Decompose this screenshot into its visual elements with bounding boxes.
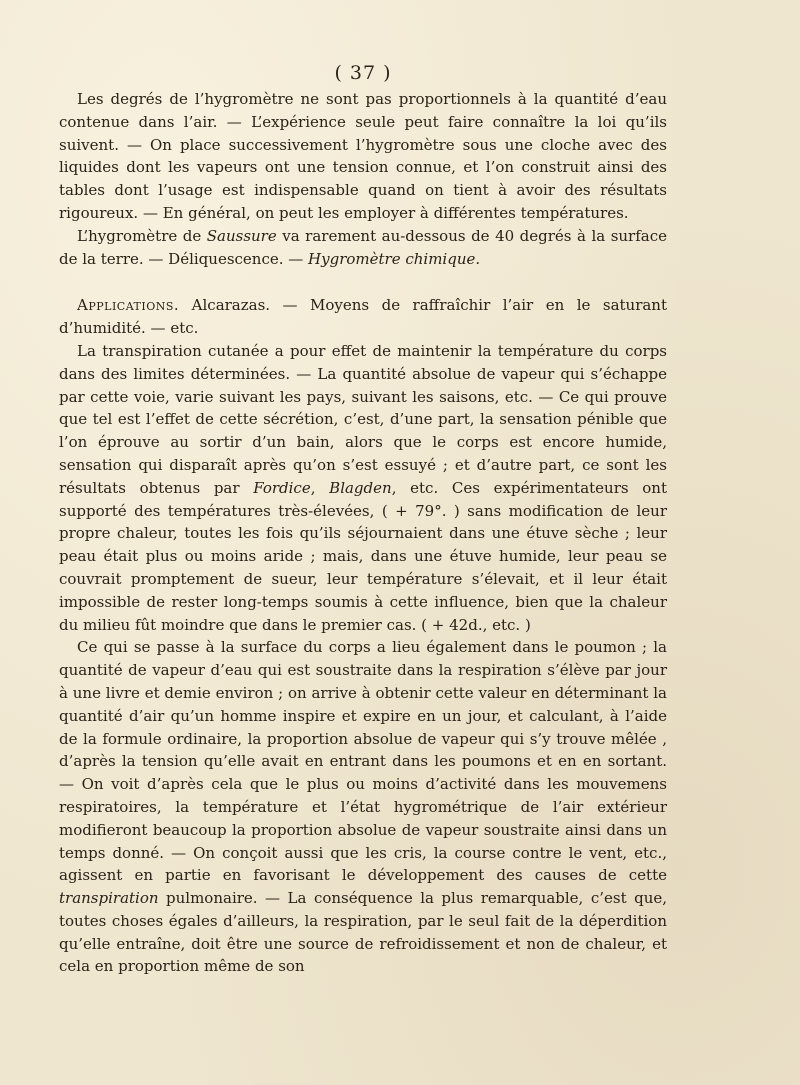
book-page — [59, 58, 667, 978]
text-run: La transpiration cutanée a pour effet de maintenir la température du corps dans des limites déterminées. — La quantité absolue de vapeur qui s’échappe par cette voie, varie suivant les pays, suivant les saisons, etc. — Ce qui prouve que tel est l’effet de cette sécrétion, c’est, d’une part, la sensation pénible que l’on éprouve au sortir d’un bain, alors que le corps est encore humide, sensation qui disparaît après qu’on s’est essuyé ; et d’autre part, ce sont les résultats obtenus par — [59, 341, 667, 497]
text-run: pulmonaire. — La conséquence la plus remarquable, c’est que, toutes choses égales d’ailleurs, la respiration, par le seul fait de la déperdition qu’elle entraîne, doit être une source de refroidissement et non de chaleur, et cela en proportion même de son — [59, 889, 667, 976]
italic-text-run: Blagden — [329, 478, 392, 497]
italic-text-run: Hygromètre chimique. — [308, 249, 481, 268]
small-caps-text-run: Applications. — [77, 296, 180, 315]
page-number: ( 37 ) — [334, 62, 392, 84]
text-run: Ce qui se passe à la surface du corps a lieu également dans le poumon ; la quantité de vapeur d’eau qui est soustraite dans la respiration s’élève par jour à une livre et demie environ ; on arrive à obtenir cette valeur en déterminant la quantité d’air qu’un homme inspire et expire en un jour, et calculant, à l’aide de la formule ordinaire, la proportion absolue de vapeur qui s’y trouve mêlée , d’après la tension qu’elle avait en entrant dans les poumons et en en sortant. — On voit d’après cela que le plus ou moins d’activité dans les mouvemens respiratoires, la température et l’état hygrométrique de l’air extérieur modifieront beaucoup la proportion absolue de vapeur soustraite ainsi dans un temps donné. — On conçoit aussi que les cris, la course contre le vent, etc., agissent en partie en favorisant le développement des causes de cette — [59, 638, 667, 885]
text-run: Alcarazas. — Moyens de raffraîchir l’air en le saturant d’humidité. — etc. — [59, 296, 667, 338]
italic-text-run: transpiration — [59, 889, 159, 908]
text-run: , — [310, 478, 330, 497]
italic-text-run: Fordice — [253, 478, 311, 497]
paragraph-applications — [59, 294, 667, 340]
paragraph-saussure-hygrometer — [59, 225, 667, 271]
paragraph-hygrometer-degrees — [59, 88, 667, 225]
text-run: Les degrés de l’hygromètre ne sont pas proportionnels à la quantité d’eau contenue dans l’air. — L’expérience seule peut faire connaître la loi qu’ils suivent. — On place successivement l’hygromètre sous une cloche avec des liquides dont les vapeurs ont une tension connue, et l’on construit ainsi des tables dont l’usage est indispensable quand on tient à avoir des résultats rigoureux. — En général, on peut les employer à différentes températures. — [59, 90, 667, 222]
paragraph-cutaneous-transpiration — [59, 340, 667, 636]
paragraph-pulmonary-transpiration — [59, 636, 667, 978]
section-gap — [59, 270, 667, 294]
text-run: L’hygromètre de — [77, 226, 207, 245]
text-run: , etc. Ces expérimentateurs ont supporté des températures très-élevées, ( + 79°. ) sans modification de leur propre chaleur, toutes les fois qu’ils séjournaient dans une étuve sèche ; leur peau était plus ou moins aride ; mais, dans une étuve humide, leur peau se couvrait promptement de sueur, leur température s’élevait, et il leur était impossible de rester long-temps soumis à cette influence, bien que la chaleur du milieu fût moindre que dans le premier cas. ( + 42d., etc. ) — [59, 478, 667, 634]
text-run: va rarement au-dessous de 40 degrés à la surface de la terre. — Déliquescence. — — [59, 226, 667, 268]
italic-text-run: Saussure — [206, 226, 277, 245]
